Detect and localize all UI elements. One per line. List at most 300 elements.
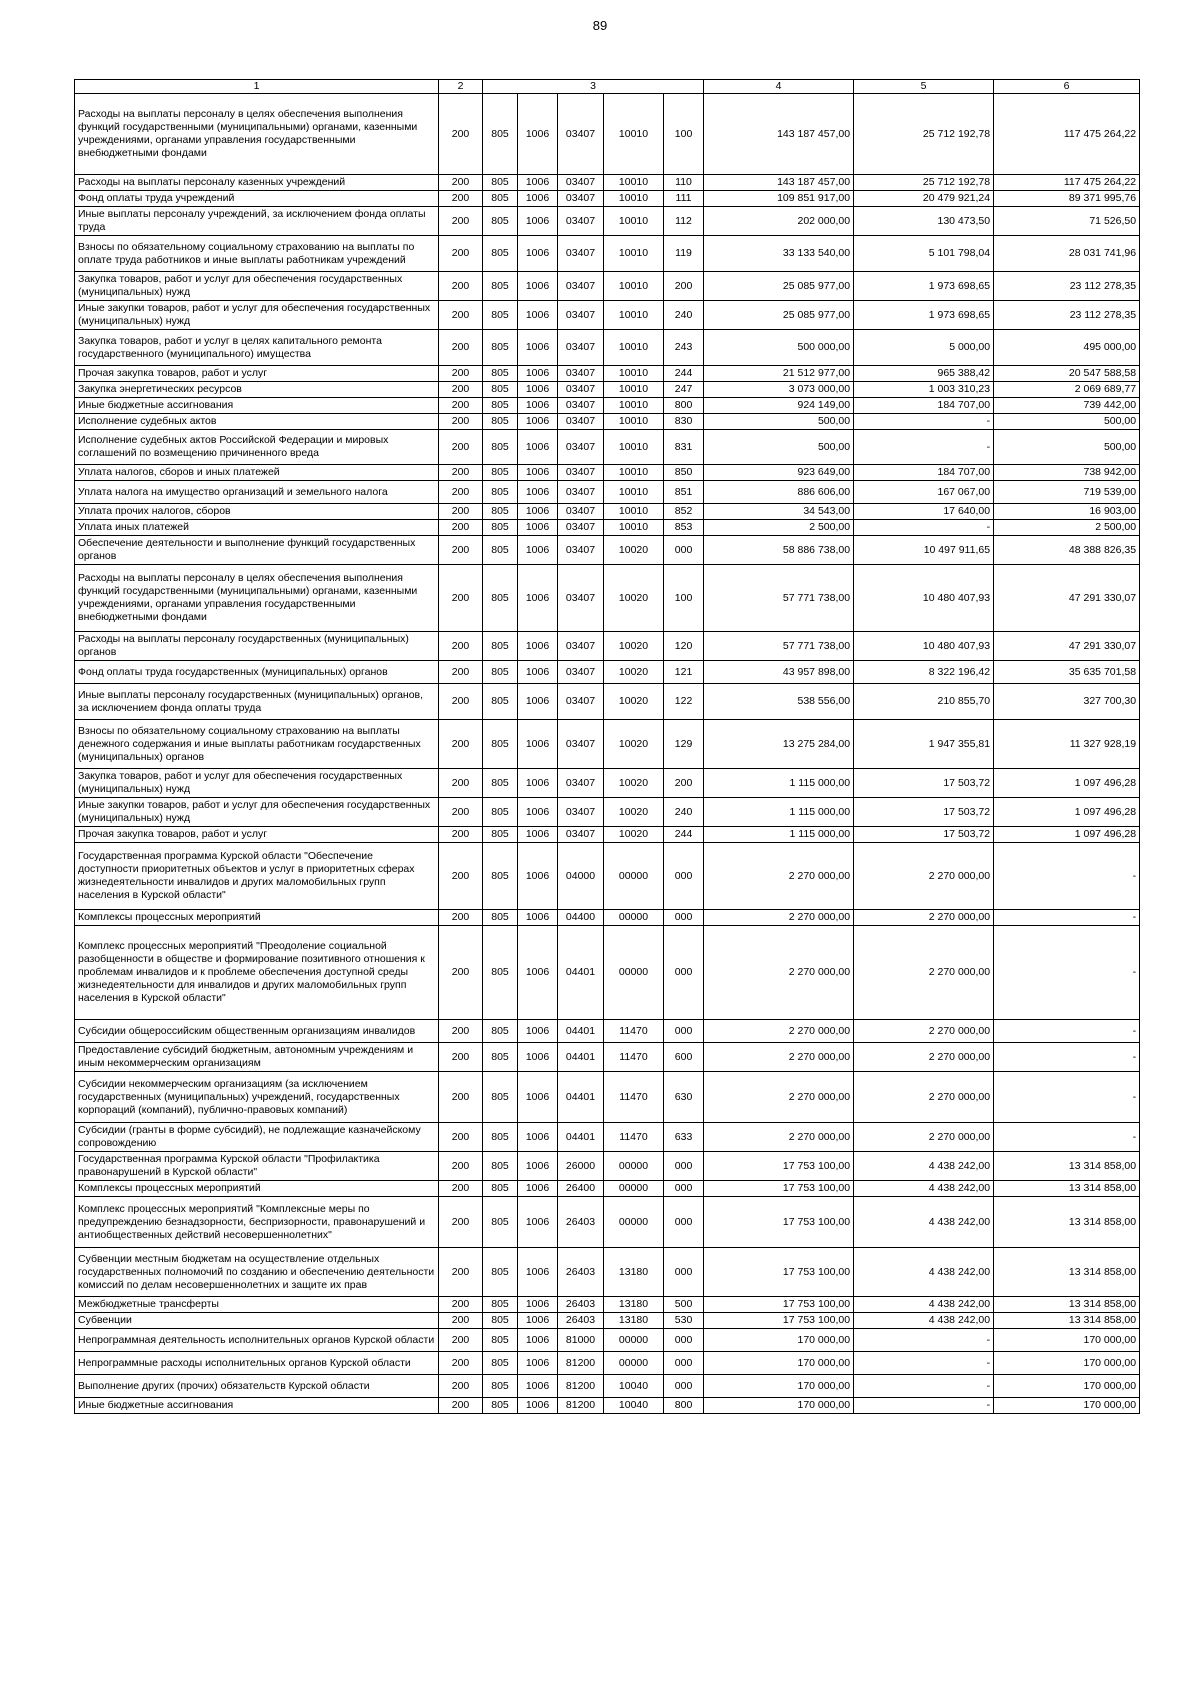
row-executed-amount: 4 438 242,00 — [854, 1152, 994, 1181]
row-expense-type: 853 — [664, 520, 704, 536]
row-program-code: 03407 — [558, 684, 604, 720]
row-direction-code: 00000 — [604, 1197, 664, 1248]
row-description: Непрограммная деятельность исполнительных органов Курской области — [75, 1329, 439, 1352]
row-program-code: 03407 — [558, 236, 604, 272]
row-admin-code: 200 — [439, 720, 483, 769]
row-executed-amount: 25 712 192,78 — [854, 94, 994, 175]
row-description: Иные закупки товаров, работ и услуг для обеспечения государственных (муниципальных) нужд — [75, 301, 439, 330]
row-admin-code: 200 — [439, 301, 483, 330]
row-program-code: 03407 — [558, 382, 604, 398]
row-subsection-code: 1006 — [518, 827, 558, 843]
row-remaining-amount: - — [994, 1123, 1140, 1152]
row-description: Уплата налогов, сборов и иных платежей — [75, 465, 439, 481]
row-direction-code: 11470 — [604, 1043, 664, 1072]
row-expense-type: 830 — [664, 414, 704, 430]
row-subsection-code: 1006 — [518, 661, 558, 684]
table-row — [75, 1352, 1140, 1375]
row-section-code: 805 — [483, 94, 518, 175]
table-row — [75, 414, 1140, 430]
row-subsection-code: 1006 — [518, 1329, 558, 1352]
row-executed-amount: 17 503,72 — [854, 798, 994, 827]
row-description: Исполнение судебных актов — [75, 414, 439, 430]
row-direction-code: 10010 — [604, 330, 664, 366]
row-executed-amount: 10 480 407,93 — [854, 565, 994, 632]
row-expense-type: 122 — [664, 684, 704, 720]
table-row — [75, 1123, 1140, 1152]
row-direction-code: 10010 — [604, 175, 664, 191]
row-subsection-code: 1006 — [518, 769, 558, 798]
row-direction-code: 10010 — [604, 481, 664, 504]
row-program-code: 81000 — [558, 1329, 604, 1352]
row-remaining-amount: 13 314 858,00 — [994, 1197, 1140, 1248]
row-section-code: 805 — [483, 465, 518, 481]
row-program-code: 26400 — [558, 1181, 604, 1197]
table-row — [75, 1181, 1140, 1197]
row-expense-type: 000 — [664, 1329, 704, 1352]
row-admin-code: 200 — [439, 1181, 483, 1197]
table-row — [75, 236, 1140, 272]
row-description: Непрограммные расходы исполнительных органов Курской области — [75, 1352, 439, 1375]
row-subsection-code: 1006 — [518, 926, 558, 1020]
row-section-code: 805 — [483, 366, 518, 382]
row-description: Субсидии (гранты в форме субсидий), не подлежащие казначейскому сопровождению — [75, 1123, 439, 1152]
row-program-code: 81200 — [558, 1375, 604, 1398]
row-subsection-code: 1006 — [518, 1197, 558, 1248]
row-section-code: 805 — [483, 330, 518, 366]
row-subsection-code: 1006 — [518, 520, 558, 536]
row-subsection-code: 1006 — [518, 1072, 558, 1123]
row-direction-code: 10010 — [604, 272, 664, 301]
row-direction-code: 10020 — [604, 661, 664, 684]
row-expense-type: 000 — [664, 536, 704, 565]
row-executed-amount: 5 101 798,04 — [854, 236, 994, 272]
row-description: Субвенции — [75, 1313, 439, 1329]
row-plan-amount: 57 771 738,00 — [704, 632, 854, 661]
row-expense-type: 240 — [664, 301, 704, 330]
row-description: Прочая закупка товаров, работ и услуг — [75, 827, 439, 843]
row-subsection-code: 1006 — [518, 1375, 558, 1398]
row-executed-amount: 1 947 355,81 — [854, 720, 994, 769]
row-direction-code: 10010 — [604, 94, 664, 175]
row-section-code: 805 — [483, 1375, 518, 1398]
row-section-code: 805 — [483, 520, 518, 536]
row-plan-amount: 2 270 000,00 — [704, 843, 854, 910]
row-admin-code: 200 — [439, 798, 483, 827]
row-plan-amount: 2 270 000,00 — [704, 1072, 854, 1123]
row-section-code: 805 — [483, 398, 518, 414]
row-executed-amount: 4 438 242,00 — [854, 1181, 994, 1197]
row-description: Закупка энергетических ресурсов — [75, 382, 439, 398]
row-description: Комплексы процессных мероприятий — [75, 1181, 439, 1197]
row-remaining-amount: 71 526,50 — [994, 207, 1140, 236]
row-section-code: 805 — [483, 1248, 518, 1297]
header-col-5: 5 — [854, 80, 994, 94]
row-direction-code: 10010 — [604, 430, 664, 465]
row-direction-code: 10010 — [604, 504, 664, 520]
table-row — [75, 843, 1140, 910]
row-admin-code: 200 — [439, 769, 483, 798]
row-program-code: 04401 — [558, 1043, 604, 1072]
row-section-code: 805 — [483, 1072, 518, 1123]
row-expense-type: 244 — [664, 366, 704, 382]
row-subsection-code: 1006 — [518, 910, 558, 926]
header-col-3: 3 — [483, 80, 704, 94]
row-executed-amount: 184 707,00 — [854, 465, 994, 481]
row-executed-amount: 25 712 192,78 — [854, 175, 994, 191]
row-expense-type: 244 — [664, 827, 704, 843]
row-description: Государственная программа Курской области "Профилактика правонарушений в Курской области" — [75, 1152, 439, 1181]
row-expense-type: 530 — [664, 1313, 704, 1329]
row-direction-code: 10040 — [604, 1398, 664, 1414]
row-executed-amount: - — [854, 1329, 994, 1352]
table-row — [75, 382, 1140, 398]
row-executed-amount: 17 640,00 — [854, 504, 994, 520]
row-direction-code: 10010 — [604, 465, 664, 481]
row-executed-amount: 17 503,72 — [854, 769, 994, 798]
row-direction-code: 10020 — [604, 827, 664, 843]
row-section-code: 805 — [483, 414, 518, 430]
row-description: Иные закупки товаров, работ и услуг для обеспечения государственных (муниципальных) нужд — [75, 798, 439, 827]
row-remaining-amount: 35 635 701,58 — [994, 661, 1140, 684]
row-expense-type: 000 — [664, 1181, 704, 1197]
row-program-code: 03407 — [558, 769, 604, 798]
row-direction-code: 10020 — [604, 798, 664, 827]
row-direction-code: 10020 — [604, 684, 664, 720]
table-header-row — [75, 80, 1140, 94]
table-row — [75, 536, 1140, 565]
row-plan-amount: 1 115 000,00 — [704, 769, 854, 798]
table-row — [75, 465, 1140, 481]
table-row — [75, 1072, 1140, 1123]
row-description: Обеспечение деятельности и выполнение функций государственных органов — [75, 536, 439, 565]
row-subsection-code: 1006 — [518, 1181, 558, 1197]
row-executed-amount: 1 973 698,65 — [854, 301, 994, 330]
row-admin-code: 200 — [439, 1352, 483, 1375]
row-section-code: 805 — [483, 207, 518, 236]
row-description: Фонд оплаты труда государственных (муниципальных) органов — [75, 661, 439, 684]
row-admin-code: 200 — [439, 1043, 483, 1072]
row-plan-amount: 2 270 000,00 — [704, 910, 854, 926]
row-section-code: 805 — [483, 1297, 518, 1313]
row-remaining-amount: 1 097 496,28 — [994, 769, 1140, 798]
row-program-code: 81200 — [558, 1398, 604, 1414]
row-remaining-amount: 13 314 858,00 — [994, 1313, 1140, 1329]
row-plan-amount: 500,00 — [704, 414, 854, 430]
row-direction-code: 10010 — [604, 520, 664, 536]
header-col-4: 4 — [704, 80, 854, 94]
row-subsection-code: 1006 — [518, 398, 558, 414]
row-admin-code: 200 — [439, 382, 483, 398]
row-program-code: 03407 — [558, 272, 604, 301]
row-executed-amount: 2 270 000,00 — [854, 1123, 994, 1152]
row-description: Уплата прочих налогов, сборов — [75, 504, 439, 520]
row-expense-type: 129 — [664, 720, 704, 769]
row-subsection-code: 1006 — [518, 504, 558, 520]
row-plan-amount: 500 000,00 — [704, 330, 854, 366]
row-admin-code: 200 — [439, 207, 483, 236]
row-section-code: 805 — [483, 1152, 518, 1181]
row-admin-code: 200 — [439, 465, 483, 481]
table-row — [75, 504, 1140, 520]
row-plan-amount: 17 753 100,00 — [704, 1248, 854, 1297]
row-section-code: 805 — [483, 504, 518, 520]
row-direction-code: 10010 — [604, 414, 664, 430]
row-subsection-code: 1006 — [518, 1020, 558, 1043]
row-program-code: 26403 — [558, 1297, 604, 1313]
row-description: Расходы на выплаты персоналу казенных учреждений — [75, 175, 439, 191]
row-section-code: 805 — [483, 1313, 518, 1329]
row-admin-code: 200 — [439, 1020, 483, 1043]
table-row — [75, 1248, 1140, 1297]
row-admin-code: 200 — [439, 1248, 483, 1297]
row-description: Уплата налога на имущество организаций и земельного налога — [75, 481, 439, 504]
table-row — [75, 1197, 1140, 1248]
row-admin-code: 200 — [439, 330, 483, 366]
row-description: Иные бюджетные ассигнования — [75, 1398, 439, 1414]
row-program-code: 03407 — [558, 414, 604, 430]
row-subsection-code: 1006 — [518, 94, 558, 175]
row-admin-code: 200 — [439, 94, 483, 175]
row-plan-amount: 170 000,00 — [704, 1375, 854, 1398]
row-subsection-code: 1006 — [518, 330, 558, 366]
table-row — [75, 632, 1140, 661]
row-section-code: 805 — [483, 769, 518, 798]
row-subsection-code: 1006 — [518, 414, 558, 430]
row-section-code: 805 — [483, 236, 518, 272]
row-remaining-amount: 500,00 — [994, 430, 1140, 465]
row-description: Исполнение судебных актов Российской Федерации и мировых соглашений по возмещению причиненного вреда — [75, 430, 439, 465]
row-description: Закупка товаров, работ и услуг для обеспечения государственных (муниципальных) нужд — [75, 769, 439, 798]
table-row — [75, 1329, 1140, 1352]
row-remaining-amount: 23 112 278,35 — [994, 301, 1140, 330]
row-program-code: 26403 — [558, 1248, 604, 1297]
row-description: Иные выплаты персоналу учреждений, за исключением фонда оплаты труда — [75, 207, 439, 236]
row-section-code: 805 — [483, 430, 518, 465]
row-program-code: 03407 — [558, 720, 604, 769]
row-admin-code: 200 — [439, 414, 483, 430]
row-remaining-amount: 13 314 858,00 — [994, 1181, 1140, 1197]
row-direction-code: 00000 — [604, 1352, 664, 1375]
row-executed-amount: 2 270 000,00 — [854, 1020, 994, 1043]
row-subsection-code: 1006 — [518, 720, 558, 769]
row-subsection-code: 1006 — [518, 175, 558, 191]
row-subsection-code: 1006 — [518, 366, 558, 382]
row-admin-code: 200 — [439, 1072, 483, 1123]
row-subsection-code: 1006 — [518, 1248, 558, 1297]
row-executed-amount: 1 973 698,65 — [854, 272, 994, 301]
row-direction-code: 11470 — [604, 1020, 664, 1043]
row-subsection-code: 1006 — [518, 207, 558, 236]
row-remaining-amount: 500,00 — [994, 414, 1140, 430]
row-remaining-amount: 327 700,30 — [994, 684, 1140, 720]
row-expense-type: 000 — [664, 1375, 704, 1398]
row-plan-amount: 109 851 917,00 — [704, 191, 854, 207]
row-plan-amount: 3 073 000,00 — [704, 382, 854, 398]
row-expense-type: 500 — [664, 1297, 704, 1313]
row-program-code: 04400 — [558, 910, 604, 926]
row-plan-amount: 2 270 000,00 — [704, 926, 854, 1020]
table-row — [75, 520, 1140, 536]
row-executed-amount: - — [854, 1398, 994, 1414]
row-section-code: 805 — [483, 536, 518, 565]
row-remaining-amount: 2 069 689,77 — [994, 382, 1140, 398]
row-direction-code: 10010 — [604, 382, 664, 398]
row-direction-code: 10020 — [604, 720, 664, 769]
row-direction-code: 11470 — [604, 1123, 664, 1152]
row-plan-amount: 202 000,00 — [704, 207, 854, 236]
row-direction-code: 13180 — [604, 1248, 664, 1297]
row-remaining-amount: 738 942,00 — [994, 465, 1140, 481]
table-row — [75, 798, 1140, 827]
row-remaining-amount: 13 314 858,00 — [994, 1248, 1140, 1297]
row-plan-amount: 170 000,00 — [704, 1352, 854, 1375]
table-row — [75, 94, 1140, 175]
row-expense-type: 831 — [664, 430, 704, 465]
row-description: Комплексы процессных мероприятий — [75, 910, 439, 926]
row-description: Взносы по обязательному социальному страхованию на выплаты денежного содержания и иные выплаты работникам государственных (муниципальных) органов — [75, 720, 439, 769]
table-row — [75, 191, 1140, 207]
row-plan-amount: 33 133 540,00 — [704, 236, 854, 272]
row-executed-amount: 2 270 000,00 — [854, 910, 994, 926]
row-direction-code: 10020 — [604, 769, 664, 798]
row-description: Взносы по обязательному социальному страхованию на выплаты по оплате труда работников и иные выплаты работникам учреждений — [75, 236, 439, 272]
row-plan-amount: 2 270 000,00 — [704, 1020, 854, 1043]
row-remaining-amount: 13 314 858,00 — [994, 1152, 1140, 1181]
row-plan-amount: 58 886 738,00 — [704, 536, 854, 565]
row-remaining-amount: - — [994, 1072, 1140, 1123]
row-description: Субсидии общероссийским общественным организациям инвалидов — [75, 1020, 439, 1043]
row-description: Закупка товаров, работ и услуг в целях капитального ремонта государственного (муниципального) имущества — [75, 330, 439, 366]
row-executed-amount: 10 497 911,65 — [854, 536, 994, 565]
row-admin-code: 200 — [439, 1375, 483, 1398]
row-program-code: 03407 — [558, 504, 604, 520]
row-program-code: 03407 — [558, 827, 604, 843]
row-expense-type: 633 — [664, 1123, 704, 1152]
row-expense-type: 110 — [664, 175, 704, 191]
row-description: Фонд оплаты труда учреждений — [75, 191, 439, 207]
row-plan-amount: 25 085 977,00 — [704, 272, 854, 301]
row-program-code: 04401 — [558, 1020, 604, 1043]
row-expense-type: 000 — [664, 910, 704, 926]
row-plan-amount: 538 556,00 — [704, 684, 854, 720]
row-direction-code: 10020 — [604, 536, 664, 565]
row-program-code: 03407 — [558, 398, 604, 414]
row-plan-amount: 43 957 898,00 — [704, 661, 854, 684]
row-admin-code: 200 — [439, 1197, 483, 1248]
row-plan-amount: 25 085 977,00 — [704, 301, 854, 330]
row-subsection-code: 1006 — [518, 1152, 558, 1181]
row-program-code: 03407 — [558, 207, 604, 236]
row-subsection-code: 1006 — [518, 191, 558, 207]
row-section-code: 805 — [483, 565, 518, 632]
row-remaining-amount: 170 000,00 — [994, 1398, 1140, 1414]
row-section-code: 805 — [483, 272, 518, 301]
table-row — [75, 1043, 1140, 1072]
row-subsection-code: 1006 — [518, 1398, 558, 1414]
row-section-code: 805 — [483, 720, 518, 769]
row-direction-code: 10010 — [604, 191, 664, 207]
row-program-code: 03407 — [558, 565, 604, 632]
row-admin-code: 200 — [439, 1123, 483, 1152]
row-admin-code: 200 — [439, 272, 483, 301]
table-row — [75, 1297, 1140, 1313]
row-plan-amount: 2 270 000,00 — [704, 1043, 854, 1072]
row-remaining-amount: - — [994, 926, 1140, 1020]
row-description: Субвенции местным бюджетам на осуществление отдельных государственных полномочий по созданию и обеспечению деятельности комиссий по делам несовершеннолетних и защите их прав — [75, 1248, 439, 1297]
row-subsection-code: 1006 — [518, 1123, 558, 1152]
row-admin-code: 200 — [439, 926, 483, 1020]
row-remaining-amount: 117 475 264,22 — [994, 175, 1140, 191]
row-remaining-amount: 11 327 928,19 — [994, 720, 1140, 769]
row-plan-amount: 500,00 — [704, 430, 854, 465]
row-subsection-code: 1006 — [518, 301, 558, 330]
table-row — [75, 175, 1140, 191]
table-row — [75, 1398, 1140, 1414]
row-section-code: 805 — [483, 827, 518, 843]
row-description: Выполнение других (прочих) обязательств Курской области — [75, 1375, 439, 1398]
row-description: Предоставление субсидий бюджетным, автономным учреждениям и иным некоммерческим организациям — [75, 1043, 439, 1072]
row-program-code: 03407 — [558, 94, 604, 175]
row-remaining-amount: 89 371 995,76 — [994, 191, 1140, 207]
row-executed-amount: 5 000,00 — [854, 330, 994, 366]
row-admin-code: 200 — [439, 843, 483, 910]
row-plan-amount: 17 753 100,00 — [704, 1197, 854, 1248]
row-remaining-amount: 2 500,00 — [994, 520, 1140, 536]
row-direction-code: 10010 — [604, 366, 664, 382]
row-expense-type: 000 — [664, 1152, 704, 1181]
row-expense-type: 121 — [664, 661, 704, 684]
row-description: Комплекс процессных мероприятий "Преодоление социальной разобщенности в обществе и формирование позитивного отношения к проблемам инвалидов и к проблеме обеспечения доступной среды жизнедеятельности для инвалидов и других маломобильных групп населения в Курской области" — [75, 926, 439, 1020]
row-description: Государственная программа Курской области "Обеспечение доступности приоритетных объектов и услуг в приоритетных сферах жизнедеятельности инвалидов и других маломобильных групп населения в Курской области" — [75, 843, 439, 910]
row-section-code: 805 — [483, 910, 518, 926]
row-program-code: 03407 — [558, 661, 604, 684]
row-description: Закупка товаров, работ и услуг для обеспечения государственных (муниципальных) нужд — [75, 272, 439, 301]
row-expense-type: 111 — [664, 191, 704, 207]
row-expense-type: 000 — [664, 843, 704, 910]
row-section-code: 805 — [483, 1352, 518, 1375]
row-executed-amount: 2 270 000,00 — [854, 1072, 994, 1123]
row-description: Иные бюджетные ассигнования — [75, 398, 439, 414]
table-row — [75, 366, 1140, 382]
row-expense-type: 119 — [664, 236, 704, 272]
row-program-code: 03407 — [558, 481, 604, 504]
row-admin-code: 200 — [439, 236, 483, 272]
row-description: Иные выплаты персоналу государственных (муниципальных) органов, за исключением фонда оплаты труда — [75, 684, 439, 720]
row-admin-code: 200 — [439, 191, 483, 207]
row-plan-amount: 21 512 977,00 — [704, 366, 854, 382]
row-direction-code: 00000 — [604, 1329, 664, 1352]
row-plan-amount: 143 187 457,00 — [704, 94, 854, 175]
row-section-code: 805 — [483, 301, 518, 330]
row-executed-amount: 965 388,42 — [854, 366, 994, 382]
row-admin-code: 200 — [439, 1313, 483, 1329]
row-executed-amount: 17 503,72 — [854, 827, 994, 843]
row-admin-code: 200 — [439, 481, 483, 504]
row-remaining-amount: 23 112 278,35 — [994, 272, 1140, 301]
row-remaining-amount: 20 547 588,58 — [994, 366, 1140, 382]
row-subsection-code: 1006 — [518, 1043, 558, 1072]
row-section-code: 805 — [483, 1123, 518, 1152]
row-executed-amount: 4 438 242,00 — [854, 1197, 994, 1248]
row-plan-amount: 17 753 100,00 — [704, 1297, 854, 1313]
row-description: Межбюджетные трансферты — [75, 1297, 439, 1313]
row-plan-amount: 17 753 100,00 — [704, 1152, 854, 1181]
table-row — [75, 769, 1140, 798]
row-plan-amount: 170 000,00 — [704, 1329, 854, 1352]
row-program-code: 04401 — [558, 1072, 604, 1123]
row-admin-code: 200 — [439, 366, 483, 382]
row-direction-code: 10010 — [604, 301, 664, 330]
